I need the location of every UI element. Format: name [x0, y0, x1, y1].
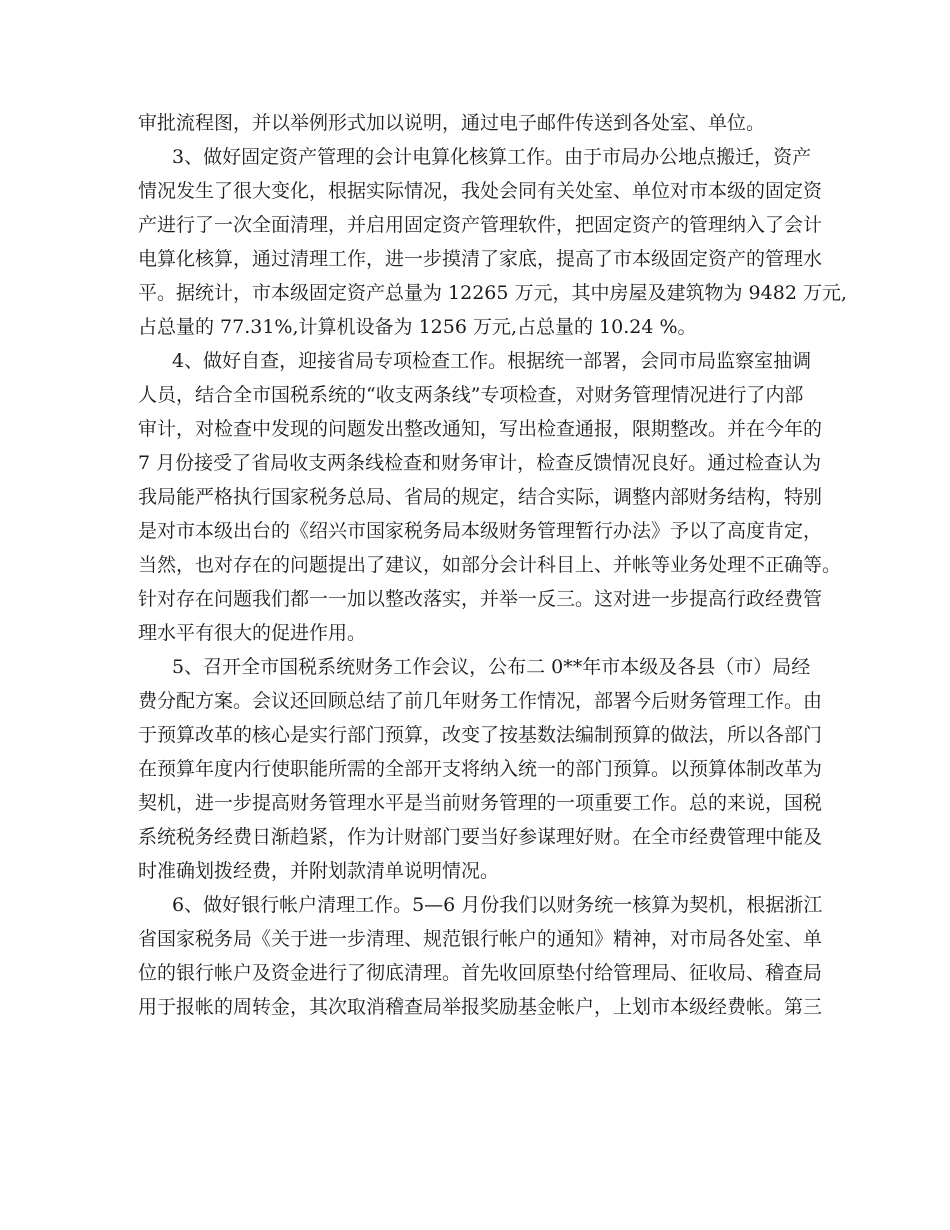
- text-line: 位的银行帐户及资金进行了彻底清理。首先收回原垫付给管理局、征收局、稽查局: [138, 962, 823, 984]
- text-line: 情况发生了很大变化，根据实际情况，我处会同有关处室、单位对市本级的固定资: [138, 180, 823, 202]
- text-line: 3、做好固定资产管理的会计电算化核算工作。由于市局办公地点搬迁，资产: [172, 146, 812, 168]
- text-line: 于预算改革的核心是实行部门预算，改变了按基数法编制预算的做法，所以各部门: [138, 724, 823, 746]
- text-line: 系统税务经费日渐趋紧，作为计财部门要当好参谋理好财。在全市经费管理中能及: [138, 826, 823, 848]
- text-line: 7 月份接受了省局收支两条线检查和财务审计，检查反馈情况良好。通过检查认为: [138, 452, 822, 474]
- text-line: 理水平有很大的促进作用。: [138, 622, 367, 644]
- text-line: 用于报帐的周转金，其次取消稽查局举报奖励基金帐户，上划市本级经费帐。第三: [138, 996, 823, 1018]
- text-line: 在预算年度内行使职能所需的全部开支将纳入统一的部门预算。以预算体制改革为: [138, 758, 823, 780]
- text-line: 针对存在问题我们都一一加以整改落实，并举一反三。这对进一步提高行政经费管: [138, 588, 823, 610]
- text-line: 平。据统计，市本级固定资产总量为 12265 万元，其中房屋及建筑物为 9482 万元,: [138, 282, 847, 304]
- text-line: 6、做好银行帐户清理工作。5—6 月份我们以财务统一核算为契机，根据浙江: [172, 894, 823, 916]
- text-line: 时准确划拨经费，并附划款清单说明情况。: [138, 860, 500, 882]
- text-line: 审计，对检查中发现的问题发出整改通知，写出检查通报，限期整改。并在今年的: [138, 418, 823, 440]
- text-line: 占总量的 77.31%,计算机设备为 1256 万元,占总量的 10.24 %。: [138, 316, 697, 338]
- text-line: 审批流程图，并以举例形式加以说明，通过电子邮件传送到各处室、单位。: [138, 112, 766, 134]
- text-line: 4、做好自查，迎接省局专项检查工作。根据统一部署，会同市局监察室抽调: [172, 350, 812, 372]
- text-line: 人员，结合全市国税系统的“收支两条线”专项检查，对财务管理情况进行了内部: [138, 384, 804, 406]
- text-line: 5、召开全市国税系统财务工作会议，公布二 0**年市本级及各县（市）局经: [172, 656, 811, 678]
- text-line: 是对市本级出台的《绍兴市国家税务局本级财务管理暂行办法》予以了高度肯定，: [138, 520, 823, 542]
- text-line: 契机，进一步提高财务管理水平是当前财务管理的一项重要工作。总的来说，国税: [138, 792, 823, 814]
- text-line: 省国家税务局《关于进一步清理、规范银行帐户的通知》精神，对市局各处室、单: [138, 928, 823, 950]
- text-line: 我局能严格执行国家税务总局、省局的规定，结合实际，调整内部财务结构，特别: [138, 486, 823, 508]
- text-line: 电算化核算，通过清理工作，进一步摸清了家底，提高了市本级固定资产的管理水: [138, 248, 823, 270]
- text-line: 费分配方案。会议还回顾总结了前几年财务工作情况，部署今后财务管理工作。由: [138, 690, 823, 712]
- text-line: 当然，也对存在的问题提出了建议，如部分会计科目上、并帐等业务处理不正确等。: [138, 554, 842, 576]
- text-line: 产进行了一次全面清理，并启用固定资产管理软件，把固定资产的管理纳入了会计: [138, 214, 823, 236]
